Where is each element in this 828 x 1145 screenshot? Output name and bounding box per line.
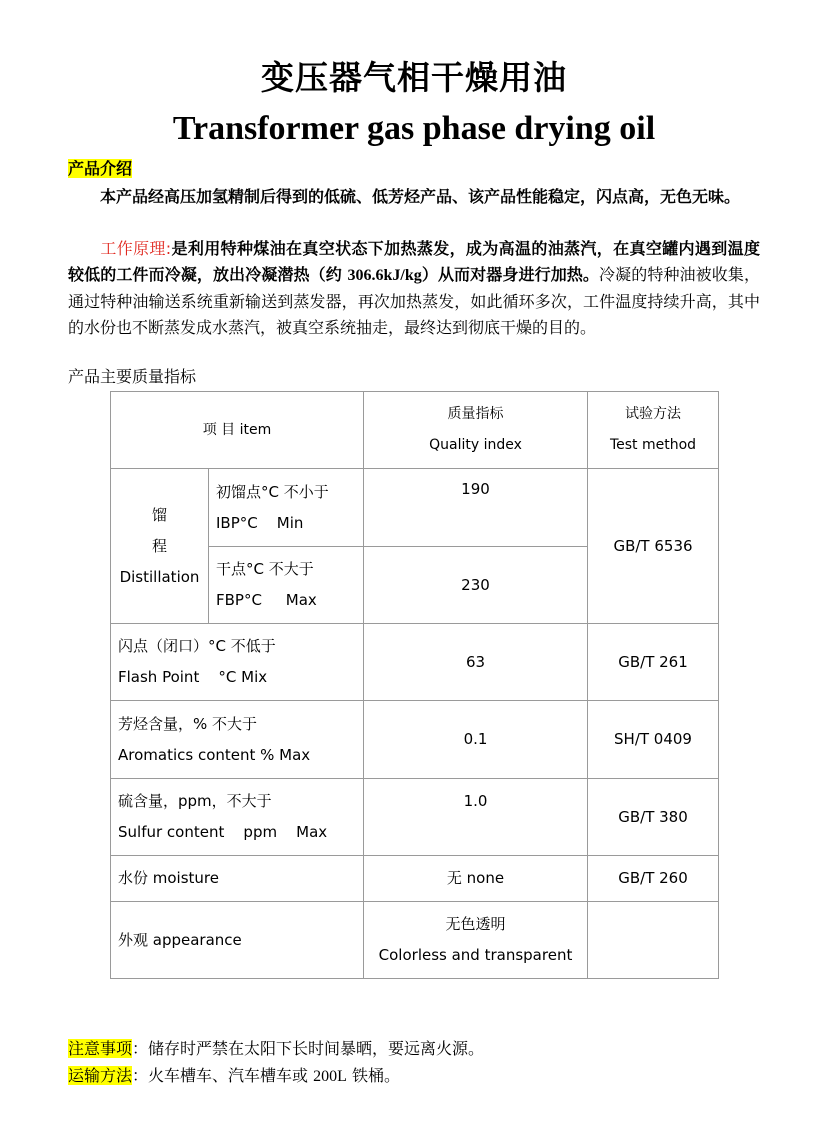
quality-table (110, 391, 719, 979)
intro-heading (68, 158, 132, 180)
principle-label: 工作原理: (100, 239, 172, 258)
transport-label: 运输方法 (68, 1066, 133, 1085)
sulfur-cn: 硫含量，ppm，不大于 (118, 792, 272, 810)
transport-line (68, 1062, 484, 1090)
flash-value: 63 (364, 624, 588, 701)
principle-paragraph (68, 236, 760, 341)
moisture-value: 无 none (364, 856, 588, 902)
header-quality-en: Quality index (429, 437, 522, 453)
distillation-en: Distillation (119, 567, 200, 586)
flash-label (111, 624, 364, 701)
sulfur-en: Sulfur content ppm Max (118, 823, 328, 841)
fbp-cn: 干点°C 不大于 (216, 560, 314, 578)
fbp-value: 230 (364, 547, 588, 624)
page-title-cn: 变压器气相干燥用油 (261, 58, 567, 97)
principle-bold-text-1: 是利用特种煤油在真空状态下加热蒸发，成为高温的油蒸汽，在真空罐内遇到温度较低的工件而冷凝，放出冷凝潜热（约 (68, 239, 760, 284)
table-row (111, 469, 719, 547)
fbp-label (209, 547, 364, 624)
caution-label: 注意事项 (68, 1039, 133, 1058)
appearance-value-cn: 无色透明 (445, 915, 506, 933)
caution-text: ：储存时严禁在太阳下长时间暴晒，要远离火源。 (132, 1039, 485, 1058)
header-item: 项 目 item (111, 392, 364, 469)
appearance-value-en: Colorless and transparent (378, 946, 573, 964)
sulfur-value: 1.0 (364, 779, 588, 856)
aromatics-en: Aromatics content % Max (118, 745, 311, 764)
flash-cn: 闪点（闭口）°C 不低于 (118, 637, 276, 655)
ibp-cn: 初馏点°C 不小于 (216, 482, 329, 501)
distillation-label (111, 469, 209, 624)
header-method (588, 392, 719, 469)
ibp-value: 190 (364, 469, 588, 547)
table-row (111, 902, 719, 979)
sulfur-label (111, 779, 364, 856)
flash-method: GB/T 261 (588, 624, 719, 701)
distillation-char-1: 馏 (151, 505, 167, 524)
intro-heading-label: 产品介绍 (68, 159, 133, 178)
ibp-label (209, 469, 364, 547)
intro-text: 本产品经高压加氢精制后得到的低硫、低芳烃产品、该产品性能稳定，闪点高，无色无味。 (100, 187, 741, 206)
table-row (111, 624, 719, 701)
table-row (111, 856, 719, 902)
transport-text-1: ：火车槽车、汽车槽车或 (132, 1066, 314, 1085)
appearance-label: 外观 appearance (111, 902, 364, 979)
notes (68, 1035, 484, 1090)
fbp-en: FBP°C Max (216, 591, 317, 609)
aromatics-method: SH/T 0409 (588, 701, 719, 779)
specs-label: 产品主要质量指标 (68, 367, 197, 386)
distillation-method: GB/T 6536 (588, 469, 719, 624)
principle-bold-text-2: ）从而对器身进行加热。 (421, 265, 600, 284)
appearance-value (364, 902, 588, 979)
principle-value: 306.6kJ/kg (347, 267, 422, 284)
table-row (111, 779, 719, 856)
principle-normal-text: 冷凝的特种油被收集，通过特种油输送系统重新输送到蒸发器，再次加热蒸发，如此循环多次，工件温度持续升高，其中的水份也不断蒸发成水蒸汽，被真空系统抽走，最终达到彻底干燥的目的。 (68, 265, 760, 337)
moisture-method: GB/T 260 (588, 856, 719, 902)
distillation-char-2: 程 (151, 536, 167, 555)
header-quality-cn: 质量指标 (447, 406, 504, 422)
table-header-row (111, 392, 719, 469)
flash-en: Flash Point °C Mix (118, 668, 268, 686)
caution-line (68, 1035, 484, 1062)
header-method-en: Test method (609, 437, 697, 453)
header-quality (364, 392, 588, 469)
ibp-en: IBP°C Min (216, 513, 304, 532)
table-row (111, 701, 719, 779)
transport-value: 200L (313, 1068, 347, 1085)
header-method-cn: 试验方法 (625, 406, 681, 422)
aromatics-cn: 芳烃含量，% 不大于 (118, 714, 258, 733)
moisture-label: 水份 moisture (111, 856, 364, 902)
sulfur-method: GB/T 380 (588, 779, 719, 856)
appearance-method (588, 902, 719, 979)
transport-text-2: 铁桶。 (346, 1066, 400, 1085)
aromatics-label (111, 701, 364, 779)
intro-paragraph (68, 184, 760, 210)
page-title-en: Transformer gas phase drying oil (172, 110, 656, 147)
aromatics-value: 0.1 (364, 701, 588, 779)
